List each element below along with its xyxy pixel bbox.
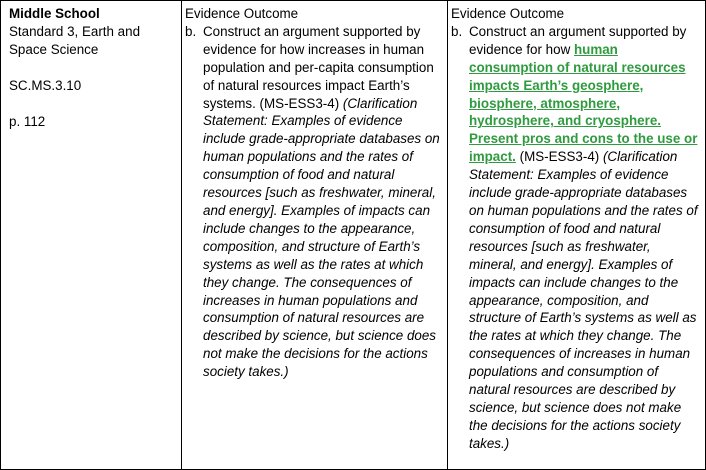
list-marker: b.	[185, 23, 197, 39]
clarification-statement: (Clarification Statement: Examples of evidence include grade-appropriate databases on human populations and the rates of consumption of food and natural resources [such as freshwater, mineral, and energy]. Examples of impacts can include changes to the appearance, composition, and structure of Earth’s systems as well as the rates at which they change. The consequences of increases in human populations and consumption of natural resources are described by science, but science does not make the decisions for the actions society takes.)	[203, 95, 440, 380]
standard-code-reference: (MS-ESS3-4)	[515, 149, 603, 165]
outcome-statement: Construct an argument supported by evidence for how increases in human population and per-capita consumption of natural resources impact Earth’s systems. (MS-ESS3-4)	[203, 23, 434, 111]
original-outcome-cell	[182, 1, 448, 470]
outcome-list-item	[185, 23, 447, 381]
outcome-heading: Evidence Outcome	[185, 6, 299, 21]
list-marker: b.	[451, 23, 463, 39]
standard-code: SC.MS.3.10	[9, 77, 82, 93]
standard-info-cell	[1, 1, 182, 470]
standard-name: Standard 3, Earth and Space Science	[9, 23, 141, 57]
outcome-statement-start: Construct an argument supported by evidence for how	[469, 23, 687, 57]
clarification-statement: (Clarification Statement: Examples of evidence include grade-appropriate databases on human populations and the rates of consumption of food and natural resources [such as freshwater, mineral, and energy]. Examples of impacts can include changes to the appearance, composition, and structure of Earth’s systems as well as the rates at which they change. The consequences of increases in human populations and consumption of natural resources are described by science, but science does not make the decisions for the actions society takes.)	[469, 149, 698, 451]
grade-level-title: Middle School	[9, 6, 100, 21]
outcome-heading: Evidence Outcome	[451, 6, 565, 21]
outcome-list-item	[451, 23, 705, 453]
page-reference: p. 112	[9, 113, 46, 129]
table-row	[1, 1, 706, 470]
revised-outcome-cell	[448, 1, 706, 470]
inserted-revision-text: human consumption of natural resources impacts Earth’s geosphere, biosphere, atmosphere, hydrosphere, and cryosphere. Present pros and cons to the use or impact.	[469, 41, 698, 165]
